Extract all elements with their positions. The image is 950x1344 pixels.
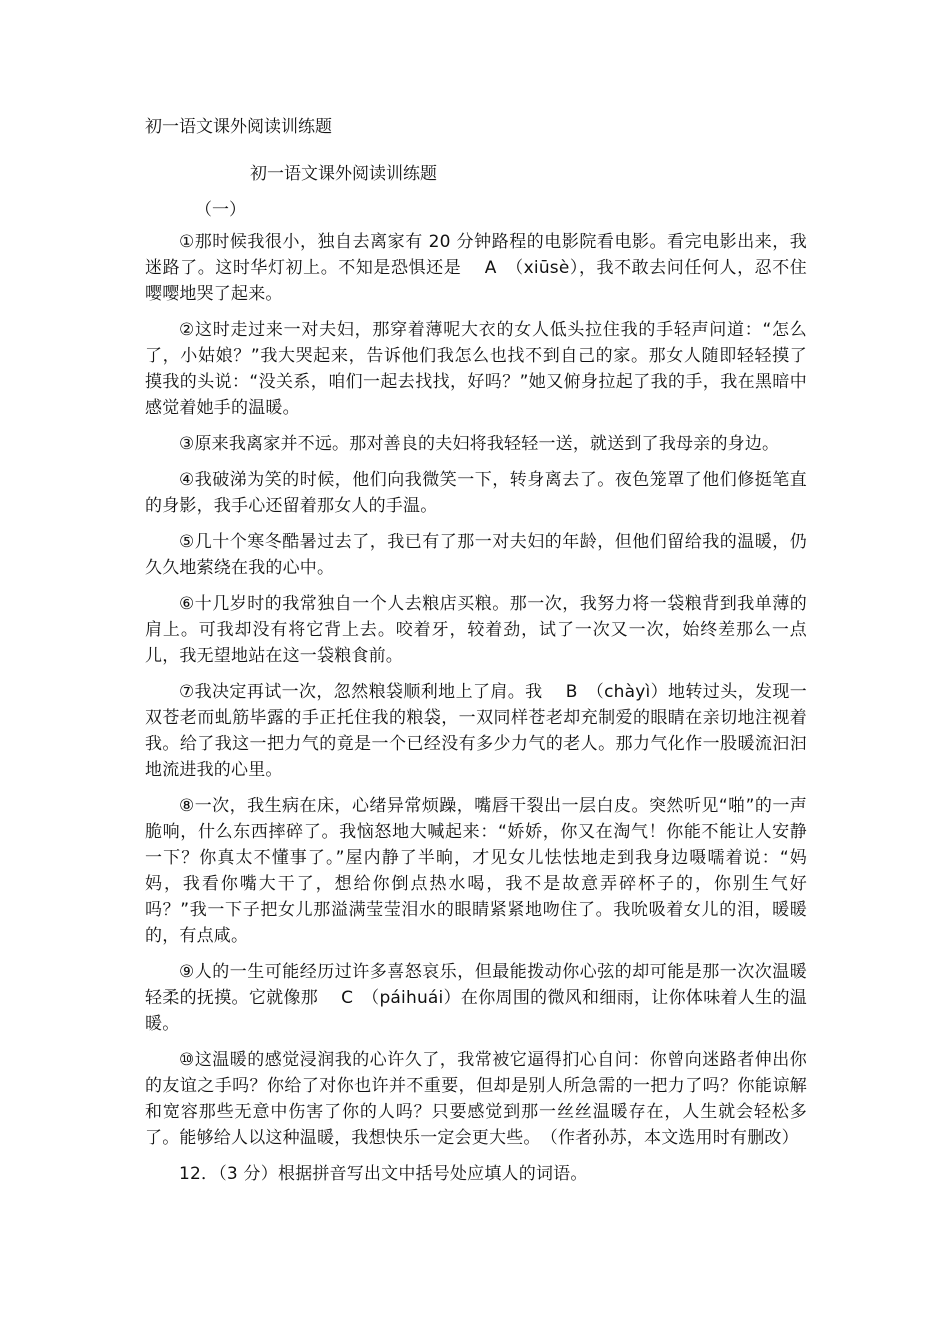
question-12: 12．（3 分）根据拼音写出文中括号处应填人的词语。 [179,1164,588,1184]
paragraph-5: ⑤几十个寒冬酷暑过去了，我已有了那一对夫妇的年龄，但他们留给我的温暖，仍久久地萦绕在我的心中。 [145,532,807,578]
paragraph-6: ⑥十几岁时的我常独自一个人去粮店买粮。那一次，我努力将一袋粮背到我单薄的肩上。可我却没有将它背上去。咬着牙，较着劲，试了一次又一次，始终差那么一点儿，我无望地站在这一袋粮食前。 [145,594,807,666]
paragraph-8: ⑧一次，我生病在床，心绪异常烦躁，嘴唇干裂出一层白皮。突然听见“啪”的一声脆响，什么东西摔碎了。我恼怒地大喊起来：“娇娇，你又在淘气！你能不能让人安静一下？你真太不懂事了。”屋内静了半晌，才见女儿怯怯地走到我身边嗫嚅着说：“妈妈，我看你嘴大干了，想给你倒点热水喝，我不是故意弄碎杯子的，你别生气好吗？”我一下子把女儿那溢满莹莹泪水的眼睛紧紧地吻住了。我吮吸着女儿的泪，暖暖的，有点咸。 [145,796,807,946]
paragraph-7: ⑦我决定再试一次，忽然粮袋顺利地上了肩。我 B （chàyì）地转过头，发现一双苍老而虬筋毕露的手正托住我的粮袋，一双同样苍老却充制爱的眼睛在亲切地注视着我。给了我这一把力气的竟是一个已经没有多少力气的老人。那力气化作一股暖流汩汩地流进我的心里。 [145,682,807,780]
header-title: 初一语文课外阅读训练题 [145,117,332,137]
document-title: 初一语文课外阅读训练题 [250,164,437,184]
article-body [145,229,807,1197]
paragraph-4: ④我破涕为笑的时候，他们向我微笑一下，转身离去了。夜色笼罩了他们修挺笔直的身影，我手心还留着那女人的手温。 [145,470,807,516]
paragraph-1: ①那时候我很小，独自去离家有 20 分钟路程的电影院看电影。看完电影出来，我迷路了。这时华灯初上。不知是恐惧还是 A （xiūsè），我不敢去问任何人，忍不住嘤嘤地哭了起来。 [145,232,807,304]
paragraph-10: ⑩这温暖的感觉浸润我的心许久了，我常被它逼得扪心自问：你曾向迷路者伸出你的友谊之手吗？你给了对你也许并不重要，但却是别人所急需的一把力了吗？你能谅解和宽容那些无意中伤害了你的人吗？只要感觉到那一丝丝温暖存在，人生就会轻松多了。能够给人以这种温暖，我想快乐一定会更大些。 （作者孙苏，本文选用时有删改） [145,1050,807,1148]
section-number: （一） [195,200,246,220]
paragraph-9: ⑨人的一生可能经历过许多喜怒哀乐，但最能拨动你心弦的却可能是那一次次温暖轻柔的抚摸。它就像那 C （páihuái）在你周围的微风和细雨，让你体味着人生的温暖。 [145,962,807,1034]
paragraph-3: ③原来我离家并不远。那对善良的夫妇将我轻轻一送，就送到了我母亲的身边。 [179,434,780,454]
paragraph-2: ②这时走过来一对夫妇，那穿着薄呢大衣的女人低头拉住我的手轻声问道：“怎么了，小姑娘？”我大哭起来，告诉他们我怎么也找不到自己的家。那女人随即轻轻摸了摸我的头说：“没关系，咱们一起去找找，好吗？”她又俯身拉起了我的手，我在黑暗中感觉着她手的温暖。 [145,320,807,418]
